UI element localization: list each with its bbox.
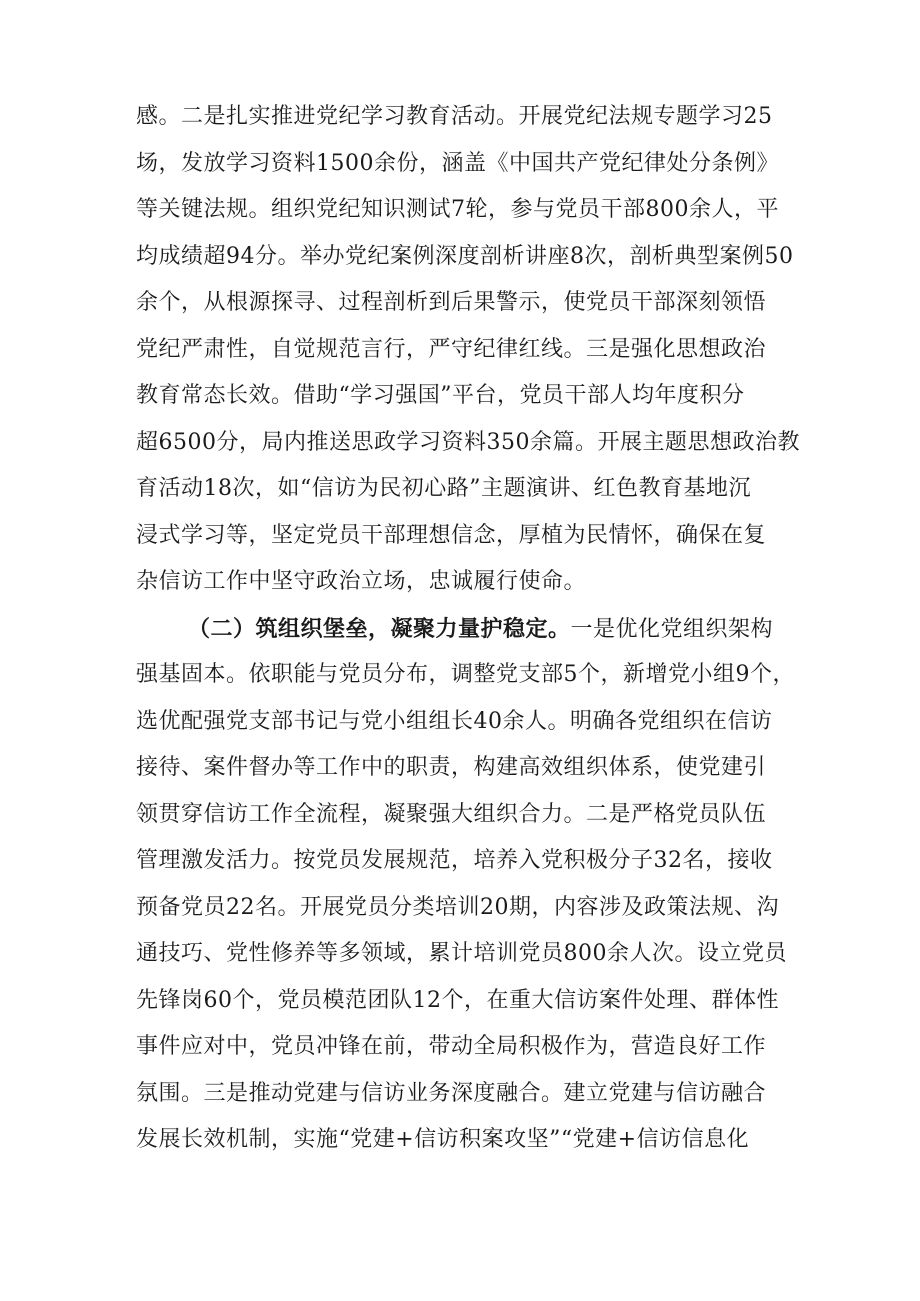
text-line: 感。二是扎实推进党纪学习教育活动。开展党纪法规专题学习25 <box>136 104 773 129</box>
text-line: 余个，从根源探寻、过程剖析到后果警示，使党员干部深刻领悟 <box>136 290 767 315</box>
paragraph-party-discipline-education <box>136 94 800 606</box>
text-line: 等关键法规。组织党纪知识测试7轮，参与党员干部800余人，平 <box>136 197 779 222</box>
text-line: 接待、案件督办等工作中的职责，构建高效组织体系，使党建引 <box>136 755 767 780</box>
text-line: 育活动18次，如“信访为民初心路”主题演讲、红色教育基地沉 <box>136 476 751 501</box>
text-line: 先锋岗60个，党员模范团队12个，在重大信访案件处理、群体性 <box>136 987 779 1013</box>
text-line: 超6500分，局内推送思政学习资料350余篇。开展主题思想政治教 <box>136 429 800 455</box>
text-line: 浸式学习等，坚定党员干部理想信念，厚植为民情怀，确保在复 <box>136 522 767 548</box>
section-heading-line <box>136 606 796 653</box>
text-line: 杂信访工作中坚守政治立场，忠诚履行使命。 <box>136 569 587 594</box>
document-body <box>136 94 800 1164</box>
text-line: 均成绩超94分。举办党纪案例深度剖析讲座8次，剖析典型案例50 <box>136 243 794 269</box>
paragraph-organization-building <box>136 606 796 1164</box>
text-line: 预备党员22名。开展党员分类培训20期，内容涉及政策法规、沟 <box>136 894 779 920</box>
text-line: 领贯穿信访工作全流程，凝聚强大组织合力。二是严格党员队伍 <box>136 801 767 827</box>
text-line: 选优配强党支部书记与党小组组长40余人。明确各党组织在信访 <box>136 708 773 734</box>
text-line: 氛围。三是推动党建与信访业务深度融合。建立党建与信访融合 <box>136 1080 767 1106</box>
text-line: 管理激发活力。按党员发展规范，培养入党积极分子32名，接收 <box>136 848 773 873</box>
text-line: 党纪严肃性，自觉规范言行，严守纪律红线。三是强化思想政治 <box>136 336 767 362</box>
text-line: 事件应对中，党员冲锋在前，带动全局积极作为，营造良好工作 <box>136 1034 767 1059</box>
text-line: 通技巧、党性修养等多领域，累计培训党员800余人次。设立党员 <box>136 941 787 966</box>
text-line: 场，发放学习资料1500余份，涵盖《中国共产党纪律处分条例》 <box>136 150 779 176</box>
text-line: 发展长效机制，实施“党建+信访积案攻坚”“党建+信访信息化 <box>136 1127 750 1152</box>
text-line: 强基固本。依职能与党员分布，调整党支部5个，新增党小组9个， <box>136 662 795 687</box>
heading-line-text: 一是优化党组织架构 <box>570 616 774 642</box>
text-line: 教育常态长效。借助“学习强国”平台，党员干部人均年度积分 <box>136 383 745 408</box>
section-heading: （二）筑组织堡垒，凝聚力量护稳定。 <box>188 615 571 642</box>
